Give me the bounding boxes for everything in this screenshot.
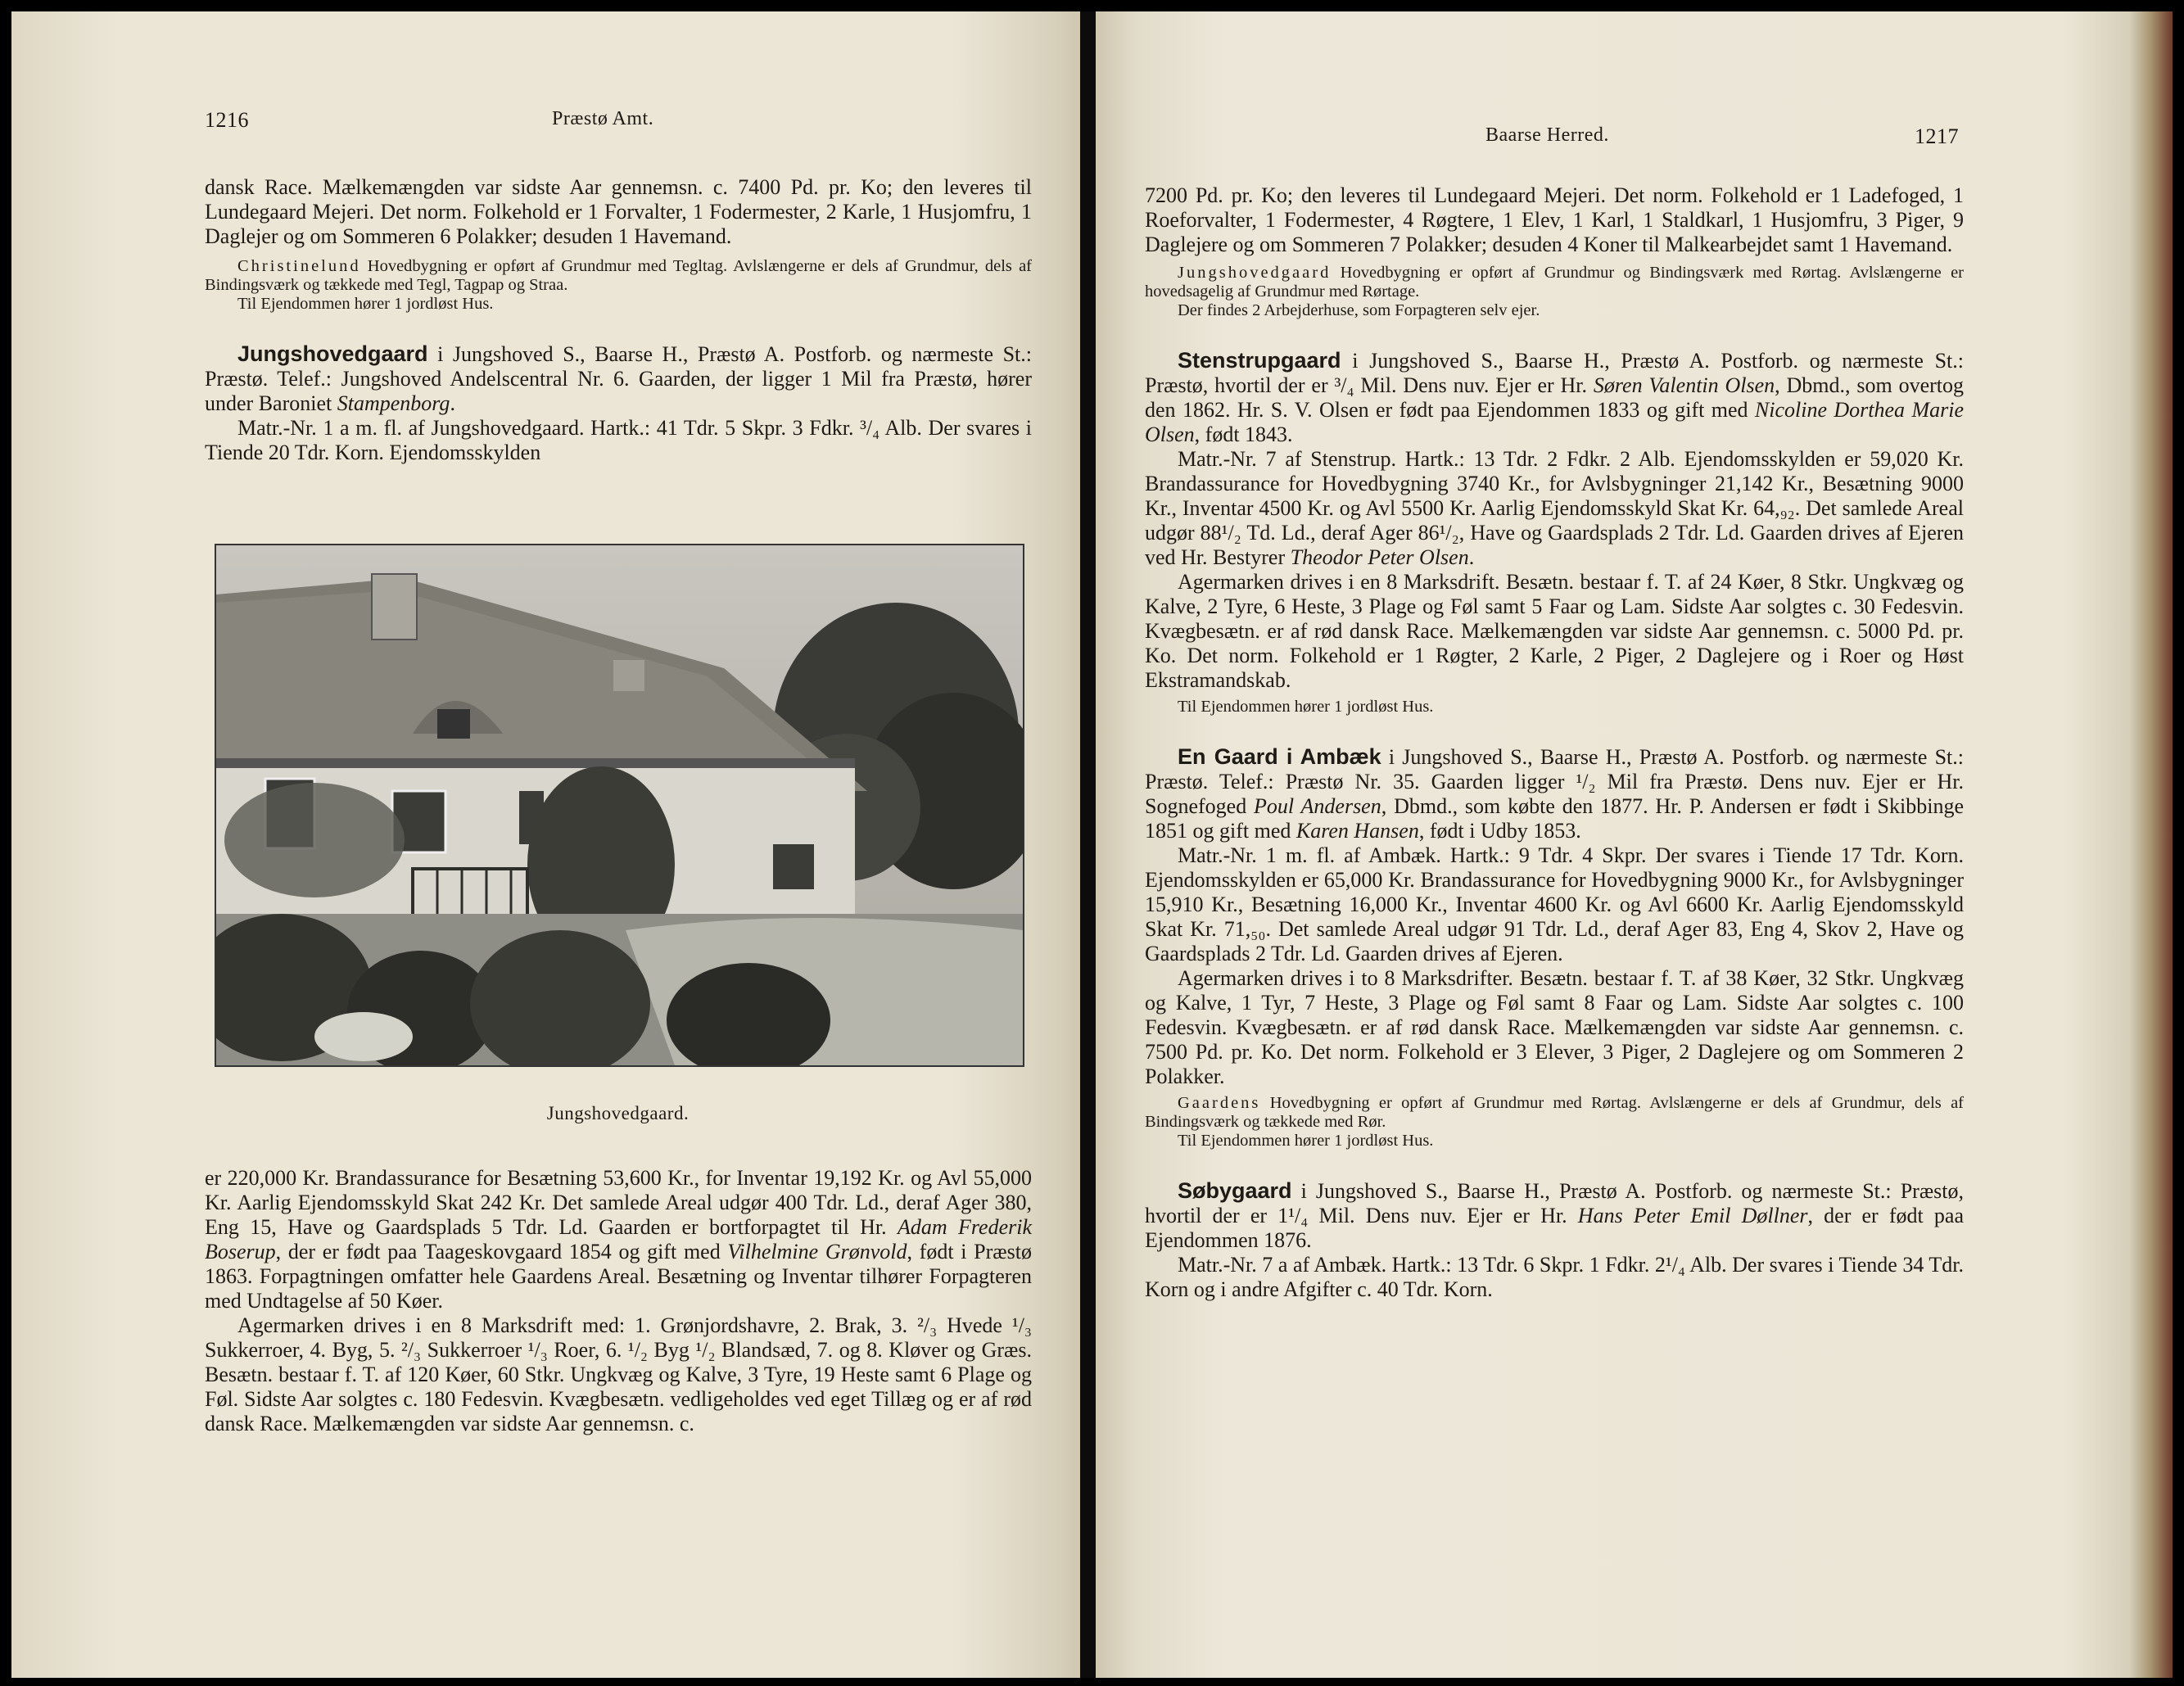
right-page: [1096, 11, 2173, 1678]
paragraph: Agermarken drives i en 8 Marksdrift med: 1. Grønjordshavre, 2. Brak, 3. ²/₃ Hvede ¹/₃ Sukkerroer, 4. Byg, 5. ²/₃ Sukkerroer ¹/₃ Roer, 6. ¹/₂ Byg ¹/₂ Blandsæd, 7. og 8. Kløver og Græs. Besætn. bestaar f. T. af 120 Køer, 60 Stkr. Ungkvæg og Kalve, 3 Tyre, 19 Heste samt 6 Plage og Føl. Sidste Aar solgtes c. 180 Fedesvin. Kvægbesætn. vedligeholdes ved eget Tillæg og er af rød dansk Race. Mælkemængden var sidste Aar gennemsn. c.: [205, 1313, 1032, 1435]
entry-stenstrupgaard: Stenstrupgaard i Jungshoved S., Baarse H., Præstø A. Postforb. og nærmeste St.: Præstø, hvortil der er ³/₄ Mil. Dens nuv. Ejer er Hr. Søren Valentin Olsen, Dbmd., som overtog den 1862. Hr. S. V. Olsen er født paa Ejendommen 1833 og gift med Nicoline Dorthea Marie Olsen, født 1843.: [1145, 348, 1964, 446]
book-gutter: [1080, 11, 1096, 1678]
paragraph: Matr.-Nr. 7 a af Ambæk. Hartk.: 13 Tdr. 6 Skpr. 1 Fdkr. 2¹/₄ Alb. Der svares i Tiende 34 Tdr. Korn og i andre Afgifter c. 40 Tdr. Korn.: [1145, 1253, 1964, 1301]
building-note: Gaardens Hovedbygning er opført af Grundmur med Rørtag. Avlslængerne er dels af Grundmur, dels af Bindingsværk og tækkede med Rør.: [1145, 1094, 1964, 1131]
property-note: Til Ejendommen hører 1 jordløst Hus.: [237, 295, 494, 313]
entry-soebygaard: Søbygaard i Jungshoved S., Baarse H., Præstø A. Postforb. og nærmeste St.: Præstø, hvortil der er 1¹/₄ Mil. Dens nuv. Ejer er Hr. Hans Peter Emil Døllner, der er født paa Ejendommen 1876.: [1145, 1178, 1965, 1252]
entry-heading: Jungshovedgaard: [237, 341, 428, 366]
entry-jungshovedgaard: Jungshovedgaard i Jungshoved S., Baarse H., Præstø A. Postforb. og nærmeste St.: Præstø. Telef.: Jungshoved Andelscentral Nr. 6. Gaarden, der ligger 1 Mil fra Præstø, hører under Baroniet Stampenborg.: [205, 341, 1032, 415]
paragraph: Agermarken drives i to 8 Marksdrifter. Besætn. bestaar f. T. af 38 Køer, 32 Stkr. Ungkvæg og Kalve, 1 Tyr, 7 Heste, 3 Plage og Føl samt 8 Faar og Lam. Sidste Aar solgtes c. 100 Fedesvin. Kvægbesætn. er af rød dansk Race. Mælkemængden var sidste Aar gennemsn. c. 7500 Pd. pr. Ko. Det norm. Folkehold er 3 Elever, 3 Piger, 2 Daglejere og om Sommeren 2 Polakker.: [1145, 966, 1964, 1088]
property-note: Til Ejendommen hører 1 jordløst Hus.: [1178, 698, 1434, 716]
entry-gaard-ambaek: En Gaard i Ambæk i Jungshoved S., Baarse H., Præstø A. Postforb. og nærmeste St.: Præstø. Telef.: Præstø Nr. 35. Gaarden ligger ¹/₂ Mil fra Præstø. Dens nuv. Ejer er Hr. Sognefoged Poul Andersen, Dbmd., som købte den 1877. Hr. P. Andersen er født i Skibbinge 1851 og gift med Karen Hansen, født i Udby 1853.: [1145, 744, 1965, 843]
property-note: Der findes 2 Arbejderhuse, som Forpagteren selv ejer.: [1178, 301, 1540, 319]
entry-heading: Søbygaard: [1178, 1178, 1292, 1203]
left-column-bottom: [205, 1166, 1032, 1436]
building-note: Jungshovedgaard Hovedbygning er opført af Grundmur og Bindingsværk med Rørtag. Avlslængerne er hovedsagelig af Grundmur med Rørtage.: [1145, 264, 1964, 301]
paragraph: Matr.-Nr. 1 a m. fl. af Jungshovedgaard. Hartk.: 41 Tdr. 5 Skpr. 3 Fdkr. ³/₄ Alb. Der svares i Tiende 20 Tdr. Korn. Ejendomsskylden: [205, 416, 1032, 464]
paragraph: 7200 Pd. pr. Ko; den leveres til Lundegaard Mejeri. Det norm. Folkehold er 1 Ladefoged, 1 Roeforvalter, 1 Fodermester, 4 Røgtere, 1 Elev, 1 Karl, 1 Staldkarl, 1 Husjomfru, 3 Piger, 9 Daglejere og om Sommeren 7 Polakker; desuden 4 Koner til Malkearbejdet samt 1 Havemand.: [1145, 183, 1964, 256]
building-note: Christinelund Hovedbygning er opført af Grundmur med Tegltag. Avlslængerne er dels af Grundmur, dels af Bindingsværk og tækkede med Tegl, Tagpap og Straa.: [205, 257, 1032, 294]
paragraph: er 220,000 Kr. Brandassurance for Besætning 53,600 Kr., for Inventar 19,192 Kr. og Avl 55,000 Kr. Aarlig Ejendomsskyld Skat 242 Kr. Det samlede Areal udgør 400 Tdr. Ld., deraf Ager 380, Eng 15, Have og Gaardsplads 5 Tdr. Ld. Gaarden er bortforpagtet til Hr. Adam Frederik Boserup, der er født paa Taageskovgaard 1854 og gift med Vilhelmine Grønvold, født i Præstø 1863. Forpagtningen omfatter hele Gaardens Areal. Besætning og Inventar tilhører Forpagteren med Undtagelse af 50 Køer.: [205, 1166, 1033, 1313]
left-column-top: [205, 175, 1032, 465]
paragraph: Matr.-Nr. 7 af Stenstrup. Hartk.: 13 Tdr. 2 Fdkr. 2 Alb. Ejendomsskylden er 59,020 Kr. Brandassurance for Hovedbygning 3740 Kr., for Avlsbygninger 21,142 Kr., Besætning 9000 Kr., Inventar 4500 Kr. og Avl 5500 Kr. Aarlig Ejendomsskyld Skat Kr. 64,₉₂. Det samlede Areal udgør 88¹/₂ Td. Ld., deraf Ager 86¹/₂, Have og Gaardsplads 2 Tdr. Ld. Gaarden drives af Ejeren ved Hr. Bestyrer Theodor Peter Olsen.: [1145, 447, 1964, 569]
farmhouse-photo: [215, 544, 1024, 1067]
running-head-right: Baarse Herred.: [1485, 124, 1609, 146]
left-page: [11, 11, 1080, 1678]
right-column: [1145, 183, 1964, 1302]
property-note: Til Ejendommen hører 1 jordløst Hus.: [1178, 1132, 1434, 1150]
photo-caption: Jungshovedgaard.: [546, 1103, 690, 1123]
paragraph: dansk Race. Mælkemængden var sidste Aar gennemsn. c. 7400 Pd. pr. Ko; den leveres til Lundegaard Mejeri. Det norm. Folkehold er 1 Forvalter, 1 Fodermester, 2 Karle, 1 Husjomfru, 1 Daglejer og om Sommeren 6 Polakker; desuden 1 Havemand.: [205, 175, 1032, 248]
page-number-right: 1217: [1915, 124, 1959, 148]
entry-heading: En Gaard i Ambæk: [1178, 744, 1381, 769]
page-number-left: 1216: [205, 108, 249, 132]
entry-heading: Stenstrupgaard: [1178, 348, 1341, 373]
paragraph: Matr.-Nr. 1 m. fl. af Ambæk. Hartk.: 9 Tdr. 4 Skpr. Der svares i Tiende 17 Tdr. Korn. Ejendomsskylden er 65,000 Kr. Brandassurance for Hovedbygning 9000 Kr., for Avlsbygninger 15,910 Kr., Besætning 16,000 Kr., Inventar 4600 Kr. og Avl 6600 Kr. Aarlig Ejendomsskyld Skat Kr. 71,₅₀. Det samlede Areal udgør 91 Tdr. Ld., deraf Ager 83, Eng 4, Skov 2, Have og Gaardsplads 2 Tdr. Ld. Gaarden drives af Ejeren.: [1145, 843, 1964, 965]
paragraph: Agermarken drives i en 8 Marksdrift. Besætn. bestaar f. T. af 24 Køer, 8 Stkr. Ungkvæg og Kalve, 2 Tyre, 6 Heste, 3 Plage og Føl samt 5 Faar og Lam. Sidste Aar solgtes c. 30 Fedesvin. Kvægbesætn. er af rød dansk Race. Mælkemængden var sidste Aar gennemsn. c. 5000 Pd. pr. Ko. Det norm. Folkehold er 1 Røgter, 2 Karle, 2 Piger, 2 Daglejere og i Roer og Høst Ekstramandskab.: [1145, 570, 1964, 692]
running-head-left: Præstø Amt.: [552, 108, 654, 129]
